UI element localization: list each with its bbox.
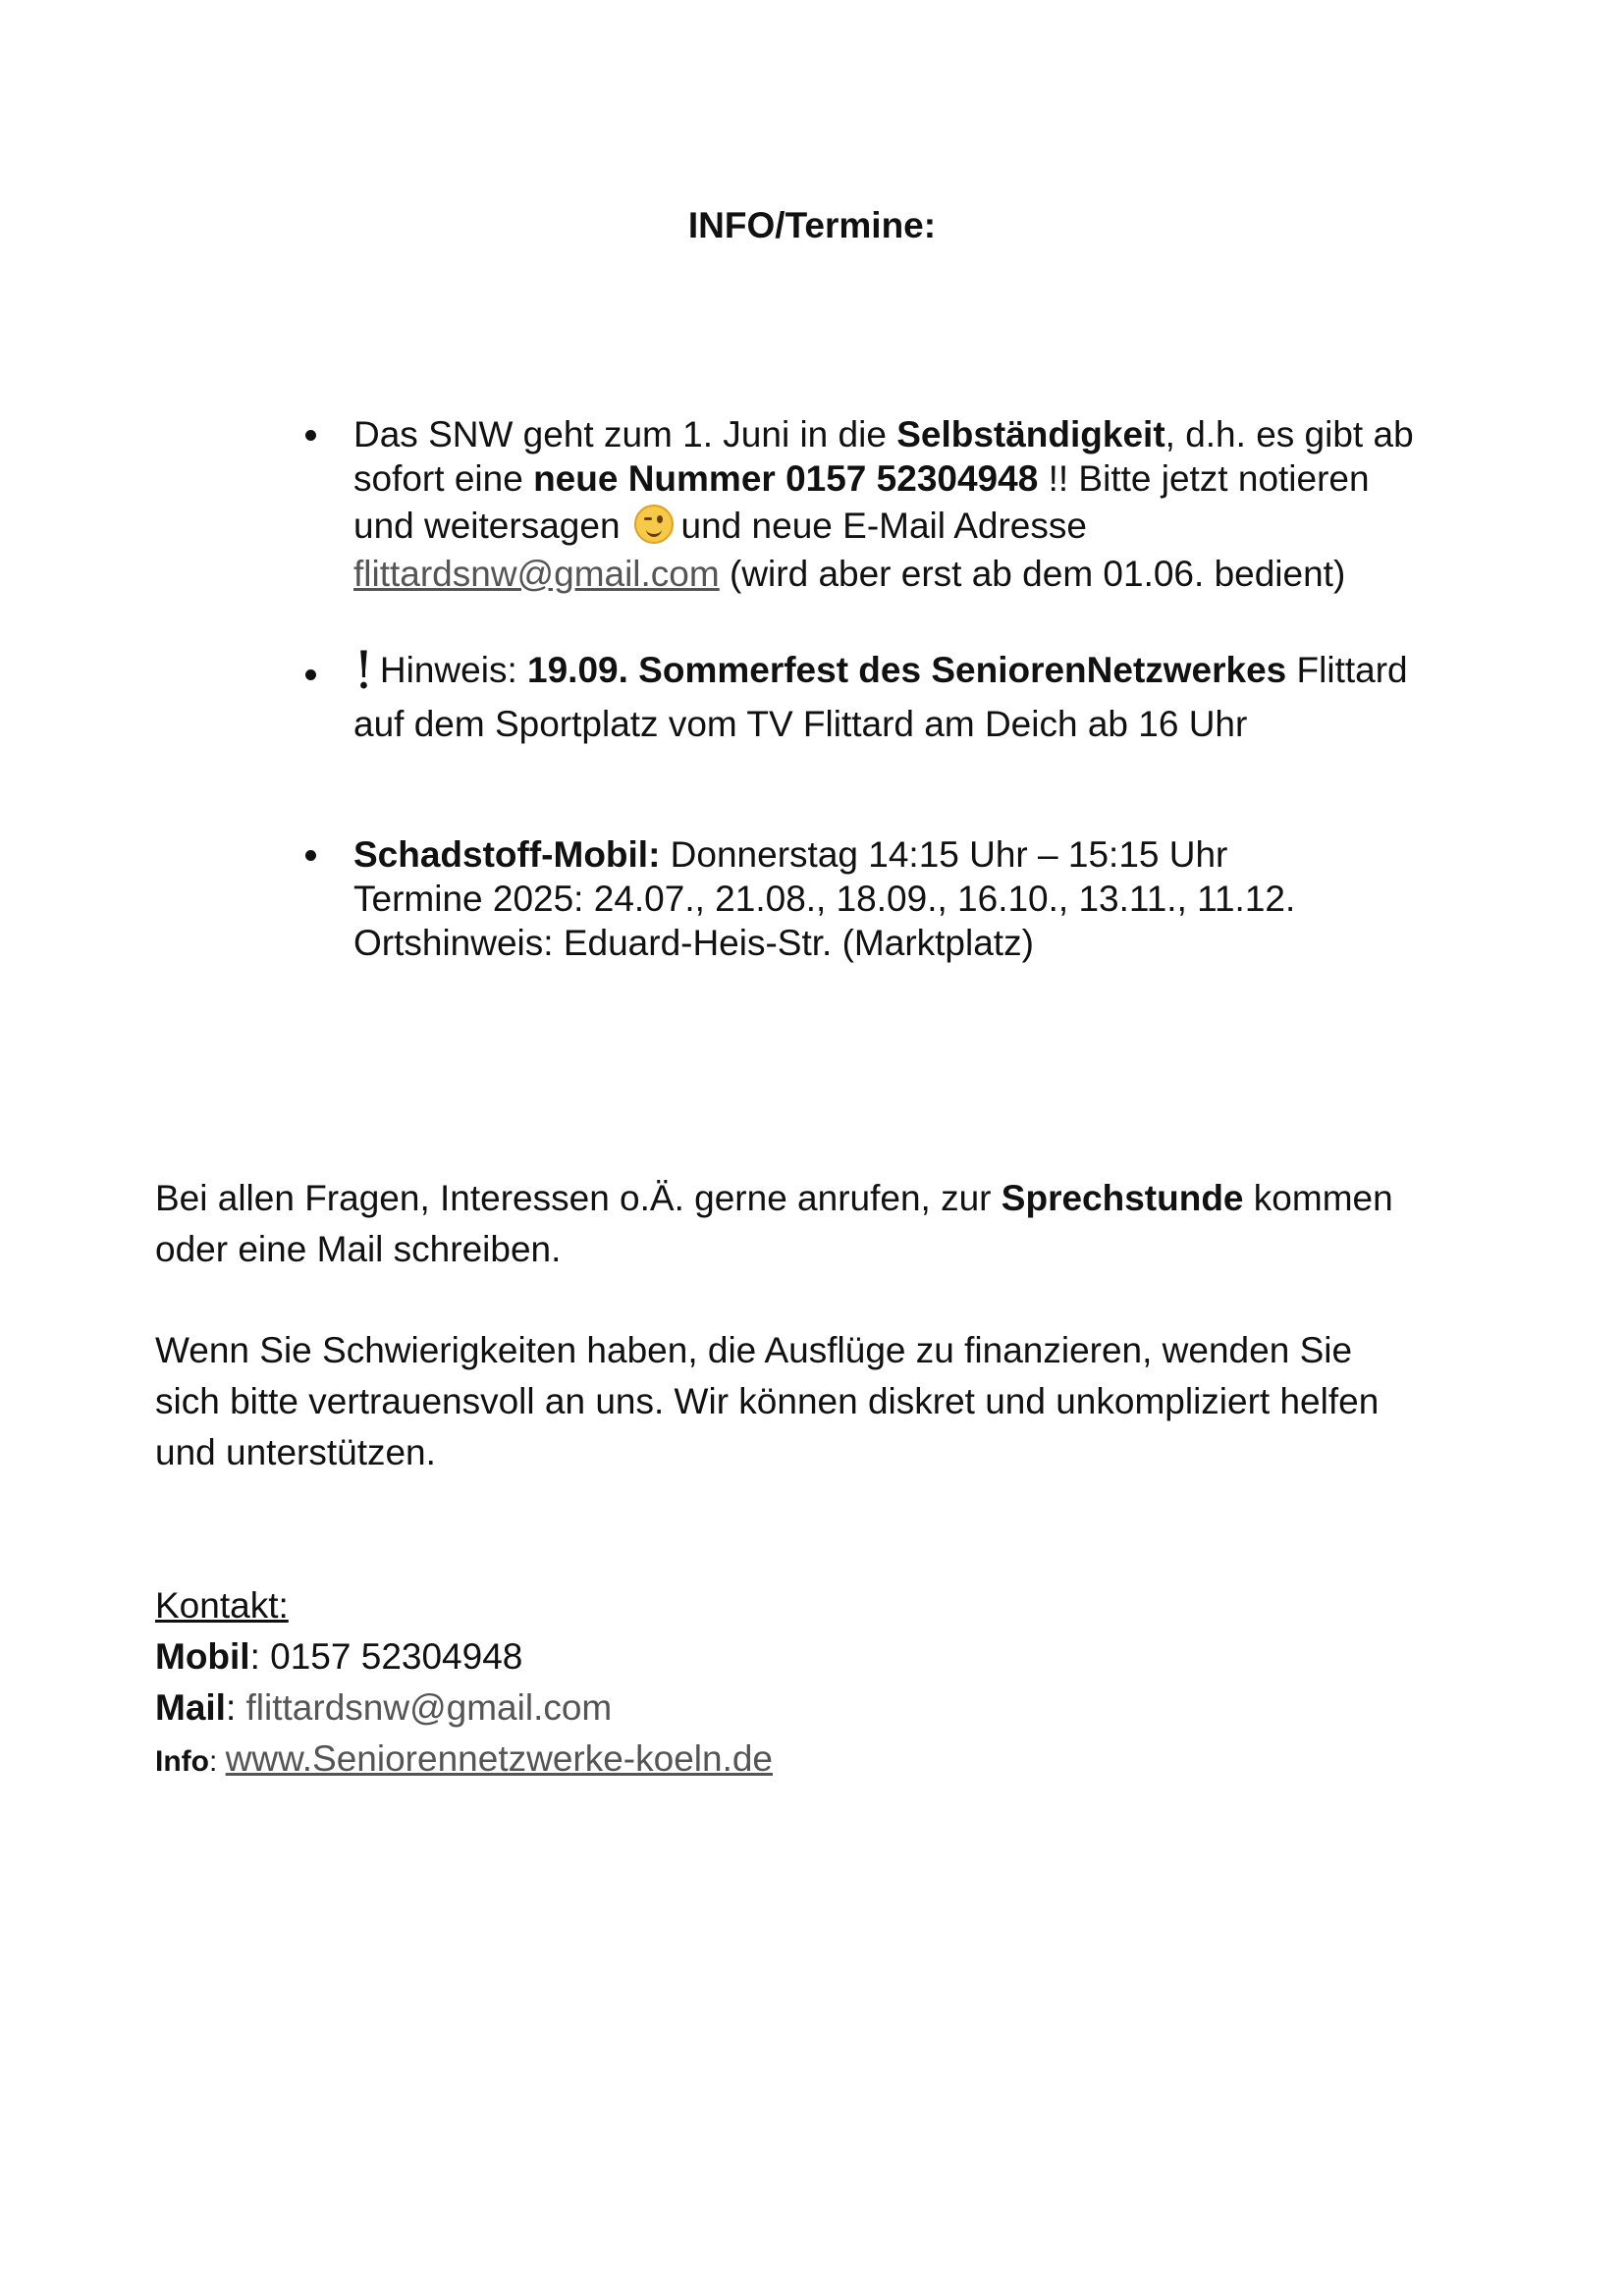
text-span: , d.h. es gibt ab [1164,414,1414,454]
bullet-icon [305,669,316,680]
bullet-line: Termine 2025: 24.07., 21.08., 18.09., 16.10., 13.11., 11.12. [353,879,1296,919]
paragraph-line: oder eine Mail schreiben. [155,1229,562,1269]
bold-text: Schadstoff-Mobil: [353,834,661,875]
text-span: und weitersagen [353,506,621,546]
contact-heading: Kontakt: [155,1585,289,1626]
text-span: (wird aber erst ab dem 01.06. bedient) [719,554,1346,594]
text-span: Bei allen Fragen, Interessen o.Ä. gerne anrufen, zur [155,1178,1001,1218]
bullet-line [353,456,1489,501]
phone-number-bold: neue Nummer 0157 52304948 [533,458,1039,499]
text-span: Donnerstag 14:15 Uhr – 15:15 Uhr [660,834,1228,875]
text-span: kommen [1243,1178,1393,1218]
website-link[interactable]: www.Seniorennetzwerke-koeln.de [225,1738,774,1779]
bold-text: Selbständigkeit [896,414,1165,454]
bullet-line [353,832,1489,877]
text-span: Flittard [1286,650,1408,690]
support-paragraph [155,1325,1490,1478]
text-span: : [208,1745,226,1778]
bullet-line [353,412,1489,456]
info-bullet-list [292,412,1489,965]
contact-mobile [155,1631,773,1682]
paragraph-line: sich bitte vertrauensvoll an uns. Wir können diskret und unkompliziert helfen [155,1381,1380,1421]
bullet-icon [305,850,316,861]
mobile-label: Mobil [155,1636,250,1677]
info-label: Info [155,1745,209,1778]
bullet-line: auf dem Sportplatz vom TV Flittard am Deich ab 16 Uhr [353,704,1248,744]
contact-mail [155,1682,773,1734]
paragraph-line [155,1173,1490,1224]
text-span: sofort eine [353,458,534,499]
text-span: : [225,1687,246,1728]
mail-label: Mail [155,1687,226,1728]
bullet-line: Ortshinweis: Eduard-Heis-Str. (Marktplatz) [353,923,1034,963]
contact-block [155,1580,773,1788]
page-title: INFO/Termine: [687,205,937,245]
email-link[interactable]: flittardsnw@gmail.com [353,554,720,594]
questions-paragraph [155,1173,1490,1275]
mobile-value: : 0157 52304948 [249,1636,523,1677]
list-item [292,412,1489,596]
contact-info [155,1734,773,1788]
text-span: und neue E-Mail Adresse [680,506,1087,546]
winking-face-icon [634,505,674,544]
list-item [292,832,1489,965]
bullet-line [353,552,1489,596]
paragraph-line: Wenn Sie Schwierigkeiten haben, die Ausflüge zu finanzieren, wenden Sie [155,1330,1353,1370]
text-span: Hinweis: [379,650,528,690]
text-span: Das SNW geht zum 1. Juni in die [353,414,897,454]
exclamation-icon: ! [353,642,374,701]
bold-text: 19.09. Sommerfest des SeniorenNetzwerkes [527,650,1287,690]
mail-value[interactable]: flittardsnw@gmail.com [245,1687,613,1728]
list-item [292,640,1489,746]
text-span: !! Bitte jetzt notieren [1038,458,1370,499]
bullet-line [353,501,1489,552]
bullet-icon [305,430,316,441]
bold-text: Sprechstunde [1001,1178,1244,1218]
bullet-line [353,640,1489,702]
paragraph-line: und unterstützen. [155,1432,436,1472]
